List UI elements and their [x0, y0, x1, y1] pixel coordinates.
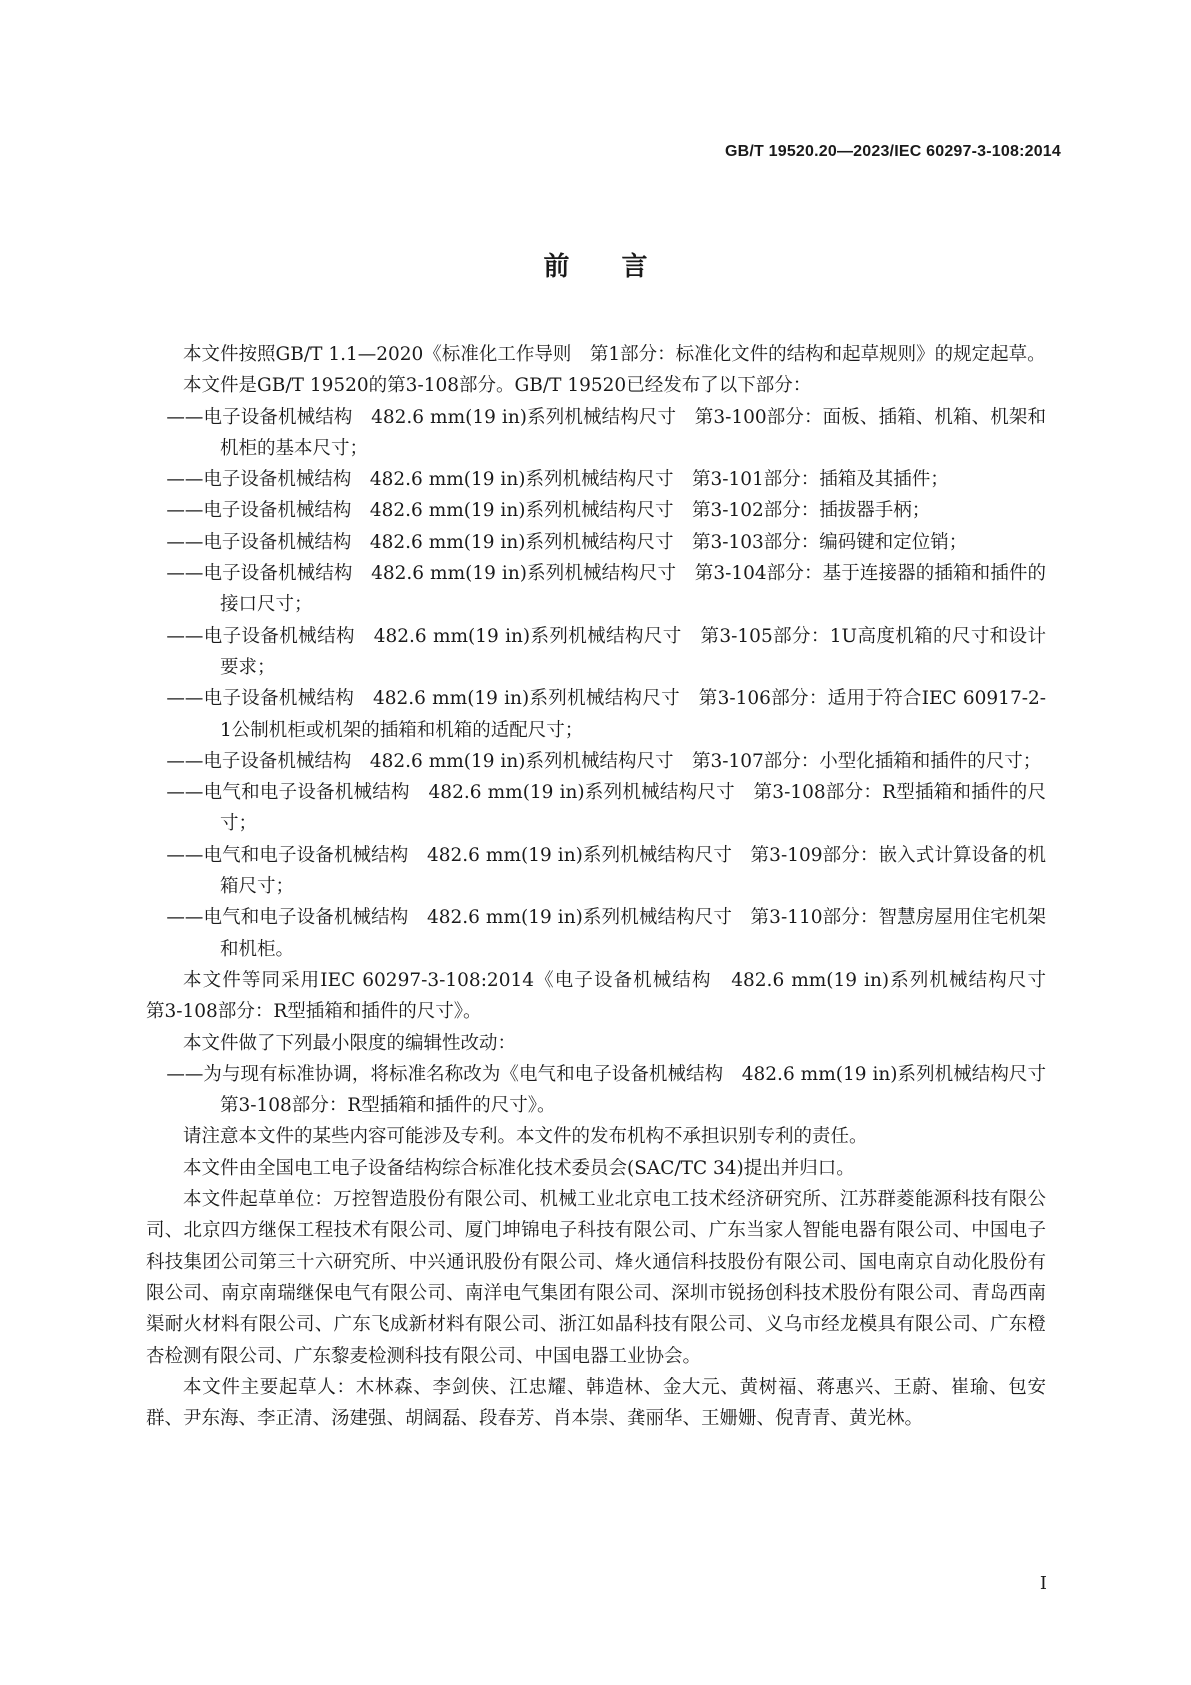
adoption-paragraph: 本文件等同采用IEC 60297-3-108:2014《电子设备机械结构 482.6 mm(19 in)系列机械结构尺寸 第3-108部分：R型插箱和插件的尺寸》。 — [146, 969, 1065, 1023]
list-item: ——电子设备机械结构 482.6 mm(19 in)系列机械结构尺寸 第3-100部分：面板、插箱、机箱、机架和机柜的基本尺寸； — [166, 406, 1046, 459]
drafters-paragraph: 本文件主要起草人：木林森、李剑侠、江忠耀、韩造林、金大元、黄树福、蒋惠兴、王蔚、崔瑜、包安群、尹东海、李正清、汤建强、胡阔磊、段春芳、肖本崇、龚丽华、王姗姗、倪青青、黄光林。 — [146, 1376, 1046, 1430]
list-item: ——电子设备机械结构 482.6 mm(19 in)系列机械结构尺寸 第3-102部分：插拔器手柄； — [166, 500, 931, 522]
page-number: I — [1039, 1573, 1047, 1594]
list-item: ——电子设备机械结构 482.6 mm(19 in)系列机械结构尺寸 第3-106部分：适用于符合IEC 60917-2-1公制机柜或机架的插箱和机箱的适配尺寸； — [166, 688, 1046, 741]
list-item: ——电气和电子设备机械结构 482.6 mm(19 in)系列机械结构尺寸 第3-110部分：智慧房屋用住宅机架和机柜。 — [166, 907, 1046, 960]
patent-notice-paragraph: 请注意本文件的某些内容可能涉及专利。本文件的发布机构不承担识别专利的责任。 — [183, 1126, 868, 1148]
series-intro-paragraph: 本文件是GB/T 19520的第3-108部分。GB/T 19520已经发布了以下部分： — [183, 375, 812, 397]
list-item: ——为与现有标准协调，将标准名称改为《电气和电子设备机械结构 482.6 mm(19 in)系列机械结构尺寸 第3-108部分：R型插箱和插件的尺寸》。 — [166, 1063, 1065, 1117]
committee-paragraph: 本文件由全国电工电子设备结构综合标准化技术委员会(SAC/TC 34)提出并归口。 — [183, 1157, 855, 1179]
page-title: 前言 — [543, 252, 700, 282]
list-item: ——电气和电子设备机械结构 482.6 mm(19 in)系列机械结构尺寸 第3-109部分：嵌入式计算设备的机箱尺寸； — [166, 844, 1046, 898]
list-item: ——电子设备机械结构 482.6 mm(19 in)系列机械结构尺寸 第3-105部分：1U高度机箱的尺寸和设计要求； — [166, 625, 1046, 678]
list-item: ——电子设备机械结构 482.6 mm(19 in)系列机械结构尺寸 第3-107部分：小型化插箱和插件的尺寸； — [166, 750, 1042, 772]
list-item: ——电子设备机械结构 482.6 mm(19 in)系列机械结构尺寸 第3-104部分：基于连接器的插箱和插件的接口尺寸； — [166, 563, 1046, 616]
drafting-organizations-paragraph: 本文件起草单位：万控智造股份有限公司、机械工业北京电工技术经济研究所、江苏群菱能源科技有限公司、北京四方继保工程技术有限公司、厦门坤锦电子科技有限公司、广东当家人智能电器有限公司、中国电子科技集团公司第三十六研究所、中兴通讯股份有限公司、烽火通信科技股份有限公司、国电南京自动化股份有限公司、南京南瑞继保电气有限公司、南洋电气集团有限公司、深圳市锐扬创科技术股份有限公司、青岛西南渠耐火材料有限公司、广东飞成新材料有限公司、浙江如晶科技有限公司、义乌市经龙模具有限公司、广东橙杏检测有限公司、广东黎麦检测科技有限公司、中国电器工业协会。 — [146, 1189, 1046, 1367]
foreword-body — [146, 339, 1065, 1434]
drafting-rules-paragraph: 本文件按照GB/T 1.1—2020《标准化工作导则 第1部分：标准化文件的结构和起草规则》的规定起草。 — [183, 344, 1046, 365]
editorial-changes-paragraph: 本文件做了下列最小限度的编辑性改动： — [183, 1032, 517, 1054]
standard-number-header: GB/T 19520.20—2023/IEC 60297-3-108:2014 — [724, 143, 1061, 160]
list-item: ——电子设备机械结构 482.6 mm(19 in)系列机械结构尺寸 第3-103部分：编码键和定位销； — [166, 531, 968, 553]
list-item: ——电气和电子设备机械结构 482.6 mm(19 in)系列机械结构尺寸 第3-108部分：R型插箱和插件的尺寸； — [166, 782, 1046, 835]
list-item: ——电子设备机械结构 482.6 mm(19 in)系列机械结构尺寸 第3-101部分：插箱及其插件； — [166, 469, 949, 491]
